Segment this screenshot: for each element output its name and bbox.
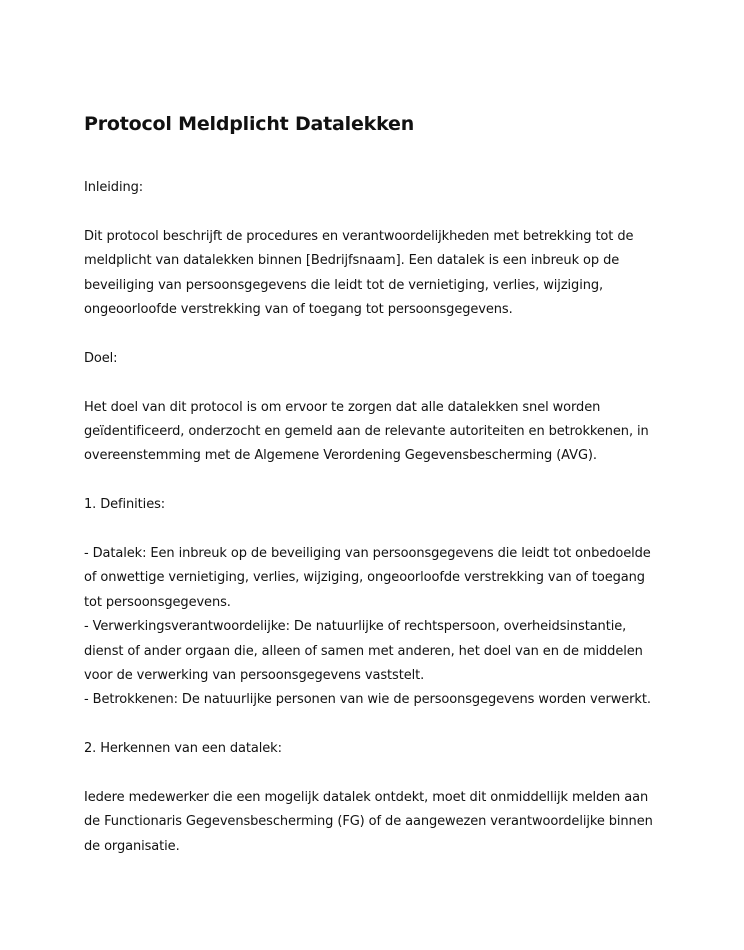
goal-heading: Doel:	[84, 350, 118, 366]
intro-paragraph: Dit protocol beschrijft de procedures en verantwoordelijkheden met betrekking tot de meldplicht van datalekken binnen [Bedrijfsnaam]. Een datalek is een inbreuk op de beveiliging van persoonsgegevens die leidt tot de vernietiging, verlies, wijziging, ongeoorloofde verstrekking van of toegang tot persoonsgegevens.	[84, 228, 634, 318]
recognize-heading: 2. Herkennen van een datalek:	[84, 741, 282, 757]
intro-heading: Inleiding:	[84, 180, 144, 195]
definition-item: - Betrokkenen: De natuurlijke personen van wie de persoonsgegevens worden verwerkt.	[84, 692, 651, 708]
document-content	[84, 112, 660, 859]
recognize-paragraph: Iedere medewerker die een mogelijk datalek ontdekt, moet dit onmiddellijk melden aan de Functionaris Gegevensbescherming (FG) of de aangewezen verantwoordelijke binnen de organisatie.	[84, 790, 653, 854]
definition-item: - Verwerkingsverantwoordelijke: De natuurlijke of rechtspersoon, overheidsinstantie, dienst of ander orgaan die, alleen of samen met anderen, het doel van en de middelen voor de verwerking van persoonsgegevens vaststelt.	[84, 619, 643, 684]
goal-paragraph: Het doel van dit protocol is om ervoor te zorgen dat alle datalekken snel worden geïdentificeerd, onderzocht en gemeld aan de relevante autoriteiten en betrokkenen, in overeenstemming met de Algemene Verordening Gegevensbescherming (AVG).	[84, 399, 649, 464]
document-title: Protocol Meldplicht Datalekken	[84, 113, 415, 135]
definition-item: - Datalek: Een inbreuk op de beveiliging van persoonsgegevens die leidt tot onbedoelde of onwettige vernietiging, verlies, wijziging, ongeoorloofde verstrekking van of toegang tot persoonsgegevens.	[84, 546, 651, 610]
definitions-heading: 1. Definities:	[84, 497, 166, 513]
